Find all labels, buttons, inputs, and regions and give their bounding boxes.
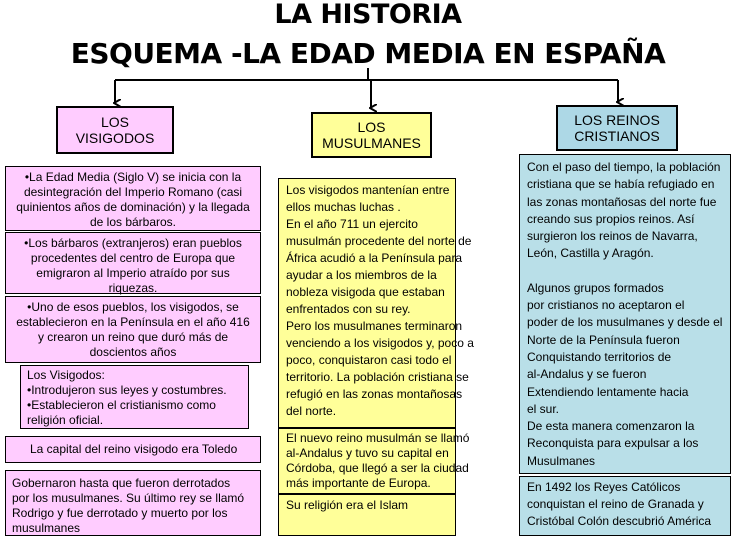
text-line: África acudió a la Península para [286, 251, 463, 265]
text-line: La capital del reino visigodo era Toledo [30, 442, 238, 456]
text-line: •Uno de esos pueblos, los visigodos, se [27, 300, 239, 314]
text-line: establecieron en la Península en el año 416 [16, 315, 250, 329]
musulmanes-box-religion [278, 494, 456, 536]
text-line: cristiana que se había refugiado en [527, 177, 715, 192]
text-line: doscientos años [89, 345, 177, 359]
heading-musulmanes [311, 112, 432, 158]
text-line: ayudar a los miembros de la [286, 268, 437, 282]
musulmanes-box-al-andalus [278, 428, 470, 494]
text-line: del norte. [286, 404, 337, 418]
text-line: Los Visigodos: [27, 368, 105, 382]
text-line: procedentes del centro de Europa que [30, 251, 236, 265]
text-line: conquistan el reino de Granada y [527, 497, 704, 511]
text-line: En 1492 los Reyes Católicos [527, 480, 681, 494]
text-line: Córdoba, que llegó a ser la ciudad [286, 461, 469, 475]
text-line: Su religión era el Islam [286, 498, 409, 512]
text-line: En el año 711 un ejercito [286, 217, 418, 231]
heading-visigodos [56, 106, 174, 154]
heading-line: VISIGODOS [75, 130, 155, 146]
text-line: •Introdujeron sus leyes y costumbres. [27, 383, 227, 397]
text-line: desintegración del Imperio Romano (casi [23, 185, 243, 199]
text-line: ellos muchas luchas . [286, 200, 401, 214]
text-line: y crearon un reino que duró más de [37, 330, 229, 344]
text-line: surgieron los reinos de Navarra, [527, 229, 698, 244]
subtitle: ESQUEMA -LA EDAD MEDIA EN ESPAÑA [70, 37, 666, 70]
cristianos-box-reconquista [519, 154, 731, 474]
visigodos-box-leyes [20, 365, 249, 429]
heading-line: LOS [100, 114, 129, 130]
heading-cristianos [556, 105, 678, 151]
text-line: Los visigodos mantenían entre [286, 183, 450, 197]
text-line: Conquistando territorios de [527, 349, 672, 364]
text-line: Norte de la Península fueron [527, 332, 680, 347]
text-line: Musulmanes [527, 453, 596, 468]
text-line: musulmanes [12, 521, 81, 535]
text-line: •La Edad Media (Siglo V) se inicia con la [24, 170, 242, 184]
text-line: poder de los musulmanes y desde el [527, 315, 723, 330]
visigodos-box-peninsula [5, 296, 261, 363]
main-title: LA HISTORIA [274, 0, 462, 30]
text-line: de los bárbaros. [89, 215, 177, 229]
visigodos-box-capital [5, 436, 261, 463]
musulmanes-box-invasion [278, 178, 474, 428]
heading-line: LOS [357, 119, 386, 135]
text-line: Con el paso del tiempo, la población [527, 160, 721, 174]
text-line: Algunos grupos formados [527, 280, 664, 295]
text-line: al-Andalus y tuvo su capital en [286, 446, 449, 460]
text-line: emigraron al Imperio atraído por sus [36, 266, 230, 280]
text-line: religión oficial. [27, 413, 104, 427]
text-line: De esta manera comenzaron la [527, 419, 695, 434]
text-line: •Los bárbaros (extranjeros) eran pueblos [24, 236, 242, 250]
text-line: creando sus propios reinos. Así [527, 211, 695, 226]
text-line: nobleza visigoda que estaban [286, 285, 445, 299]
heading-line: MUSULMANES [322, 135, 421, 151]
cristianos-box-1492 [519, 476, 731, 536]
text-line: venciendo a los visigodos y, poco a [286, 336, 474, 350]
text-line: Gobernaron hasta que fueron derrotados [12, 476, 231, 490]
text-line: Cristóbal Colón descubrió América [527, 514, 712, 528]
heading-line: LOS REINOS [574, 112, 660, 128]
text-line: El nuevo reino musulmán se llamó [286, 431, 470, 445]
text-line: riquezas. [108, 281, 158, 295]
text-line: Pero los musulmanes terminaron [286, 319, 463, 333]
text-line: Extendiendo lentamente hacia [527, 384, 689, 399]
text-line: León, Castilla y Aragón. [527, 246, 654, 261]
visigodos-box-derrota [5, 470, 261, 536]
text-line: el sur. [527, 401, 560, 416]
text-line: •Establecieron el cristianismo como [27, 398, 216, 412]
text-line: enfrentados con su rey. [286, 302, 411, 316]
spacer-line [527, 263, 723, 280]
text-line: poco, conquistaron casi todo el [286, 353, 452, 367]
text-line: refugió en las zonas montañosas [286, 387, 463, 401]
visigodos-box-barbaros [5, 232, 261, 294]
heading-line: CRISTIANOS [574, 128, 660, 144]
visigodos-box-edad-media [5, 166, 261, 231]
text-line: territorio. La población cristiana se [286, 370, 469, 384]
text-line: al-Andalus y se fueron [527, 367, 647, 382]
text-line: musulmán procedente del norte de [286, 234, 472, 248]
text-line: por cristianos no aceptaron el [527, 298, 685, 313]
text-line: quinientos años de dominación) y la llegada [16, 200, 250, 214]
text-line: las zonas montañosas del norte fue [527, 194, 717, 209]
text-line: por los musulmanes. Su último rey se llamó [12, 491, 245, 505]
text-line: Reconquista para expulsar a los [527, 436, 699, 451]
text-line: más importante de Europa. [286, 476, 431, 490]
text-line: Rodrigo y fue derrotado y muerto por los [12, 506, 228, 520]
